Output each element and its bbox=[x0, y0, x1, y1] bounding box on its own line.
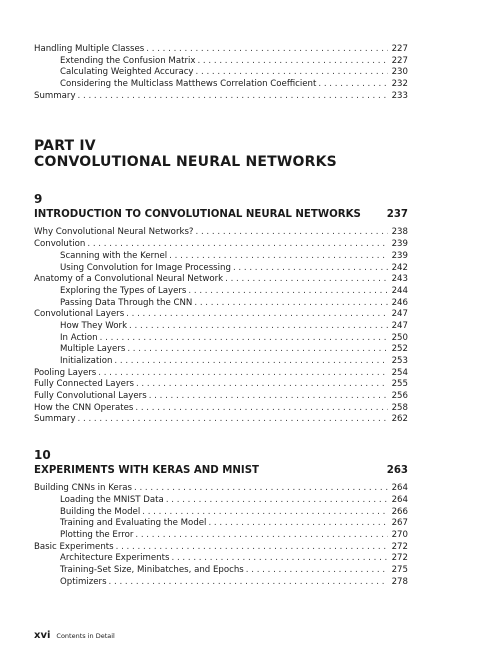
toc-entry-title: Multiple Layers bbox=[60, 344, 126, 355]
toc-entry bbox=[34, 56, 408, 68]
toc-entry-title: Convolution bbox=[34, 239, 86, 250]
dot-leader bbox=[87, 239, 387, 251]
toc-entry-page: 233 bbox=[391, 90, 408, 101]
toc-entry-title: Initialization bbox=[60, 356, 113, 366]
dot-leader bbox=[146, 44, 387, 56]
part-heading bbox=[34, 138, 408, 170]
toc-entry-title: Using Convolution for Image Processing bbox=[60, 262, 231, 273]
toc-entry-page: 242 bbox=[391, 262, 408, 273]
toc-entry bbox=[34, 391, 408, 403]
toc-entry bbox=[34, 227, 408, 239]
toc-entry-page: 250 bbox=[391, 332, 408, 343]
dot-leader bbox=[135, 403, 387, 415]
page-footer bbox=[34, 630, 115, 641]
toc-entry bbox=[34, 577, 408, 589]
chapter-page: 263 bbox=[386, 465, 408, 477]
toc-entry-page: 254 bbox=[391, 367, 408, 378]
toc-entry-page: 267 bbox=[391, 518, 408, 529]
toc-entry-title: Fully Connected Layers bbox=[34, 379, 134, 390]
dot-leader bbox=[98, 368, 387, 380]
toc-entry-page: 278 bbox=[391, 576, 408, 587]
dot-leader bbox=[129, 321, 388, 333]
dot-leader bbox=[114, 356, 387, 368]
dot-leader bbox=[78, 91, 388, 103]
toc-entry-title: How the CNN Operates bbox=[34, 402, 134, 413]
toc-entry bbox=[34, 356, 408, 368]
toc-entry-title: Convolutional Layers bbox=[34, 309, 125, 320]
toc-top-list bbox=[34, 44, 408, 102]
toc-entry-page: 247 bbox=[391, 320, 408, 331]
toc-entry bbox=[34, 565, 408, 577]
toc-entry-page: 256 bbox=[391, 391, 408, 402]
toc-entry-page: 272 bbox=[391, 553, 408, 564]
dot-leader bbox=[233, 263, 388, 275]
toc-entry-page: 270 bbox=[391, 529, 408, 540]
dot-leader bbox=[169, 251, 387, 263]
dot-leader bbox=[149, 391, 388, 403]
dot-leader bbox=[246, 565, 388, 577]
toc-entry bbox=[34, 67, 408, 79]
dot-leader bbox=[197, 56, 387, 68]
toc-entry-page: 243 bbox=[391, 274, 408, 285]
toc-entry-page: 232 bbox=[391, 79, 408, 90]
toc-entry-title: Loading the MNIST Data bbox=[60, 494, 164, 505]
toc-page bbox=[34, 44, 408, 588]
dot-leader bbox=[100, 333, 388, 345]
toc-entry bbox=[34, 321, 408, 333]
dot-leader bbox=[171, 553, 387, 565]
toc-entry bbox=[34, 507, 408, 519]
toc-entry-title: Training and Evaluating the Model bbox=[60, 518, 207, 529]
dot-leader bbox=[196, 227, 388, 239]
toc-entry-title: Summary bbox=[34, 414, 76, 425]
dot-leader bbox=[188, 286, 387, 298]
chapter-10-entries bbox=[34, 483, 408, 588]
toc-entry-title: Calculating Weighted Accuracy bbox=[60, 67, 194, 78]
toc-entry bbox=[34, 91, 408, 103]
toc-entry bbox=[34, 286, 408, 298]
toc-entry-title: Plotting the Error bbox=[60, 529, 134, 540]
toc-entry-title: Training-Set Size, Minibatches, and Epochs bbox=[60, 564, 244, 575]
dot-leader bbox=[126, 309, 387, 321]
toc-entry-page: 253 bbox=[391, 356, 408, 366]
toc-entry-title: Extending the Confusion Matrix bbox=[60, 55, 196, 66]
toc-entry bbox=[34, 333, 408, 345]
toc-entry-page: 264 bbox=[391, 494, 408, 505]
dot-leader bbox=[142, 507, 387, 519]
toc-entry bbox=[34, 344, 408, 356]
toc-entry-page: 266 bbox=[391, 506, 408, 517]
toc-entry-page: 264 bbox=[391, 483, 408, 494]
toc-entry-page: 246 bbox=[391, 297, 408, 308]
toc-entry-title: Why Convolutional Neural Networks? bbox=[34, 227, 194, 238]
toc-entry bbox=[34, 483, 408, 495]
toc-entry-page: 262 bbox=[391, 414, 408, 425]
chapter-number: 9 bbox=[34, 192, 43, 207]
toc-entry-title: Handling Multiple Classes bbox=[34, 44, 145, 54]
dot-leader bbox=[127, 344, 387, 356]
toc-entry-title: Anatomy of a Convolutional Neural Network bbox=[34, 274, 224, 285]
toc-entry bbox=[34, 298, 408, 310]
toc-entry-page: 244 bbox=[391, 285, 408, 296]
toc-entry bbox=[34, 239, 408, 251]
toc-entry-page: 238 bbox=[391, 227, 408, 238]
dot-leader bbox=[136, 379, 388, 391]
toc-entry bbox=[34, 530, 408, 542]
toc-entry-title: Considering the Multiclass Matthews Correlation Coefficient bbox=[60, 79, 317, 90]
chapter-title: INTRODUCTION TO CONVOLUTIONAL NEURAL NETWORKS bbox=[34, 209, 361, 221]
toc-entry-title: Basic Experiments bbox=[34, 541, 114, 552]
toc-entry-page: 227 bbox=[391, 44, 408, 54]
toc-entry-title: Fully Convolutional Layers bbox=[34, 391, 147, 402]
chapter-title: EXPERIMENTS WITH KERAS AND MNIST bbox=[34, 465, 260, 477]
dot-leader bbox=[135, 530, 387, 542]
running-head: Contents in Detail bbox=[56, 632, 115, 640]
part-title: CONVOLUTIONAL NEURAL NETWORKS bbox=[34, 154, 337, 171]
toc-entry bbox=[34, 309, 408, 321]
toc-entry bbox=[34, 414, 408, 426]
toc-entry-page: 255 bbox=[391, 379, 408, 390]
toc-entry bbox=[34, 553, 408, 565]
toc-entry-title: How They Work bbox=[60, 320, 128, 331]
dot-leader bbox=[78, 414, 388, 426]
dot-leader bbox=[109, 577, 388, 589]
toc-entry-page: 247 bbox=[391, 309, 408, 320]
dot-leader bbox=[196, 67, 388, 79]
toc-entry-title: Summary bbox=[34, 90, 76, 101]
toc-entry-page: 252 bbox=[391, 344, 408, 355]
toc-entry-title: Passing Data Through the CNN bbox=[60, 297, 193, 308]
toc-entry bbox=[34, 403, 408, 415]
toc-entry-title: Pooling Layers bbox=[34, 367, 97, 378]
chapter-9-entries bbox=[34, 227, 408, 426]
toc-entry bbox=[34, 368, 408, 380]
toc-entry-title: Scanning with the Kernel bbox=[60, 250, 168, 261]
toc-entry bbox=[34, 542, 408, 554]
toc-entry-page: 239 bbox=[391, 239, 408, 250]
toc-entry-title: Exploring the Types of Layers bbox=[60, 285, 187, 296]
toc-entry-title: Building CNNs in Keras bbox=[34, 483, 132, 494]
dot-leader bbox=[166, 495, 388, 507]
chapter-number: 10 bbox=[34, 448, 51, 463]
toc-entry-page: 258 bbox=[391, 402, 408, 413]
toc-entry-title: In Action bbox=[60, 332, 98, 343]
dot-leader bbox=[208, 518, 387, 530]
toc-entry bbox=[34, 518, 408, 530]
toc-entry bbox=[34, 79, 408, 91]
toc-entry bbox=[34, 263, 408, 275]
toc-entry-page: 227 bbox=[391, 55, 408, 66]
toc-entry-title: Optimizers bbox=[60, 576, 107, 587]
chapter-heading bbox=[34, 464, 408, 478]
toc-entry bbox=[34, 495, 408, 507]
toc-entry bbox=[34, 379, 408, 391]
toc-entry-page: 239 bbox=[391, 250, 408, 261]
dot-leader bbox=[318, 79, 387, 91]
toc-entry-title: Architecture Experiments bbox=[60, 553, 170, 564]
toc-entry-page: 272 bbox=[391, 541, 408, 552]
part-number: PART IV bbox=[34, 138, 96, 155]
page-folio: xvi bbox=[34, 630, 51, 641]
dot-leader bbox=[194, 298, 387, 310]
dot-leader bbox=[116, 542, 388, 554]
dot-leader bbox=[225, 274, 387, 286]
toc-entry-page: 230 bbox=[391, 67, 408, 78]
dot-leader bbox=[134, 483, 388, 495]
chapter-heading bbox=[34, 208, 408, 222]
toc-entry bbox=[34, 251, 408, 263]
chapter-page: 237 bbox=[386, 209, 408, 221]
toc-entry bbox=[34, 44, 408, 56]
toc-entry-page: 275 bbox=[391, 564, 408, 575]
toc-entry-title: Building the Model bbox=[60, 506, 141, 517]
toc-entry bbox=[34, 274, 408, 286]
